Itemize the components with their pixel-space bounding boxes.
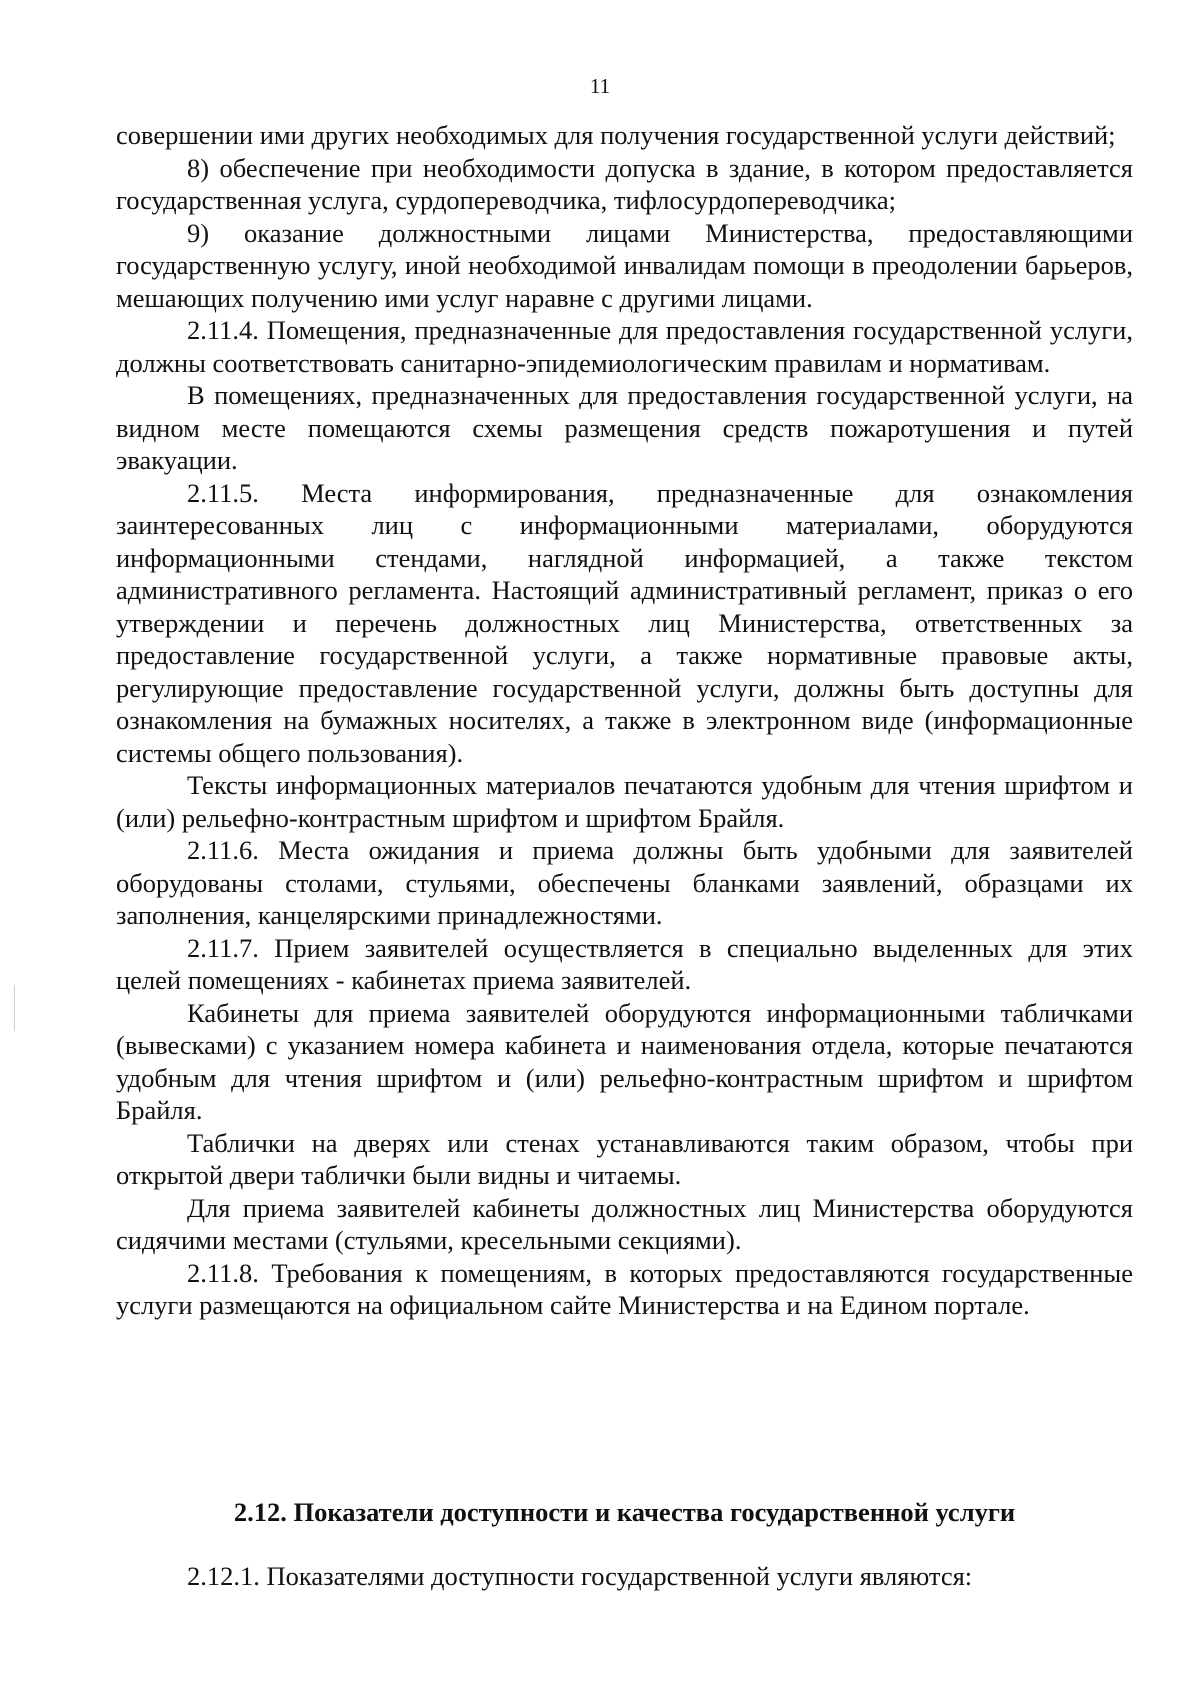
section-heading: 2.12. Показатели доступности и качества государственной услуги xyxy=(233,1497,1016,1527)
scan-artifact xyxy=(14,985,15,1031)
page-number: 11 xyxy=(589,74,611,98)
paragraph: Кабинеты для приема заявителей оборудуются информационными табличками (вывесками) с указанием номера кабинета и наименования отдела, которые печатаются удобным для чтения шрифтом и (или) рельефно-контрастным шрифтом и шрифтом Брайля. xyxy=(116,997,1133,1125)
paragraph: 2.11.4. Помещения, предназначенные для предоставления государственной услуги, должны соответствовать санитарно-эпидемиологическим правилам и нормативам. xyxy=(116,315,1133,378)
paragraph: 9) оказание должностными лицами Министерства, предоставляющими государственную услугу, иной необходимой инвалидам помощи в преодолении барьеров, мешающих получению ими услуг наравне с другими лицами. xyxy=(116,217,1133,313)
paragraph: Для приема заявителей кабинеты должностных лиц Министерства оборудуются сидячими местами (стульями, кресельными секциями). xyxy=(116,1192,1133,1255)
paragraph: Тексты информационных материалов печатаются удобным для чтения шрифтом и (или) рельефно-контрастным шрифтом и шрифтом Брайля. xyxy=(116,770,1133,833)
paragraph: 2.11.8. Требования к помещениям, в которых предоставляются государственные услуги размещаются на официальном сайте Министерства и на Едином портале. xyxy=(116,1257,1133,1320)
paragraph: 2.12.1. Показателями доступности государственной услуги являются: xyxy=(187,1561,973,1591)
paragraph: совершении ими других необходимых для получения государственной услуги действий; xyxy=(116,120,1116,150)
paragraph: 2.11.6. Места ожидания и приема должны быть удобными для заявителей оборудованы столами, стульями, обеспечены бланками заявлений, образцами их заполнения, канцелярскими принадлежностями. xyxy=(116,835,1133,930)
paragraph: В помещениях, предназначенных для предоставления государственной услуги, на видном месте помещаются схемы размещения средств пожаротушения и путей эвакуации. xyxy=(116,380,1133,475)
paragraph: 8) обеспечение при необходимости допуска в здание, в котором предоставляется государственная услуга, сурдопереводчика, тифлосурдопереводчика; xyxy=(116,152,1133,215)
paragraph: 2.11.5. Места информирования, предназначенные для ознакомления заинтересованных лиц с информационными материалами, оборудуются информационными стендами, наглядной информацией, а также текстом административного регламента. Настоящий административный регламент, приказ о его утверждении и перечень должностных лиц Министерства, ответственных за предоставление государственной услуги, а также нормативные правовые акты, регулирующие предоставление государственной услуги, должны быть доступны для ознакомления на бумажных носителях, а также в электронном виде (информационные системы общего пользования). xyxy=(116,477,1133,768)
paragraph: Таблички на дверях или стенах устанавливаются таким образом, чтобы при открытой двери таблички были видны и читаемы. xyxy=(116,1127,1133,1190)
document-body xyxy=(116,119,1133,1322)
paragraph: 2.11.7. Прием заявителей осуществляется в специально выделенных для этих целей помещениях - кабинетах приема заявителей. xyxy=(116,932,1133,995)
